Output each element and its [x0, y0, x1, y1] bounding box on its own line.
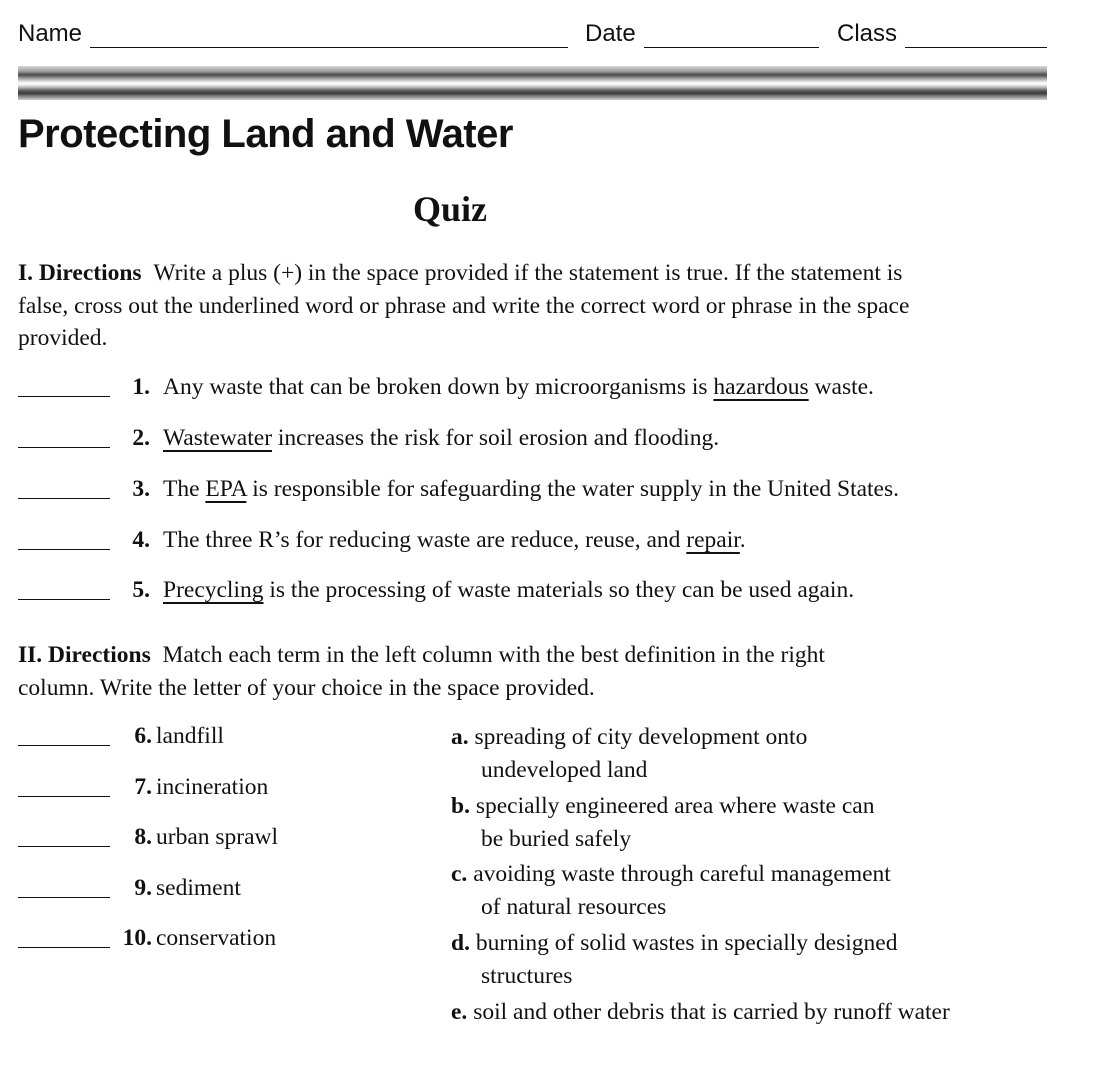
section2-directions [18, 639, 898, 704]
term-number: 8. [134, 824, 152, 850]
definition-line [451, 721, 1071, 754]
underlined-term: Wastewater [163, 425, 273, 451]
statement-text: is the processing of waste materials so they can be used again. [263, 577, 855, 603]
statement-text: The [163, 476, 206, 502]
page-title: Protecting Land and Water [18, 112, 513, 156]
definition-continuation: undeveloped land [481, 756, 648, 783]
term-number: 7. [134, 774, 152, 800]
question-statement [163, 527, 746, 554]
section2-heading: II. Directions [18, 642, 151, 668]
definition-item [451, 790, 1071, 855]
answer-blank[interactable] [18, 846, 110, 847]
term-number: 10. [122, 925, 152, 951]
definition-line [451, 927, 1071, 960]
question-item [18, 374, 1068, 408]
answer-blank[interactable] [18, 396, 110, 397]
underlined-term: EPA [205, 476, 247, 502]
date-field[interactable] [585, 20, 819, 48]
question-number: 2. [132, 425, 150, 451]
definition-text: avoiding waste through careful management [473, 861, 891, 887]
definition-line [451, 790, 1071, 823]
definition-letter: a. [451, 724, 469, 750]
question-number: 4. [132, 527, 150, 553]
question-item [18, 577, 1068, 611]
term-text: landfill [156, 723, 224, 749]
underlined-term: hazardous [713, 374, 809, 400]
definition-letter: c. [451, 861, 468, 887]
definition-letter: e. [451, 999, 468, 1025]
statement-text: is responsible for safeguarding the water supply in the United States. [246, 476, 900, 502]
definition-item [451, 721, 1071, 786]
answer-blank[interactable] [18, 745, 110, 746]
question-item [18, 527, 1068, 561]
matching-term-item [18, 925, 438, 959]
definition-text: spreading of city development onto [474, 724, 808, 750]
answer-blank[interactable] [18, 796, 110, 797]
underlined-term: repair [686, 527, 740, 553]
section1-text: Write a plus (+) in the space provided if the statement is true. If the statement is false, cross out the underlined word or phrase and write the correct word or phrase in the space provided. [18, 260, 910, 351]
definition-letter: b. [451, 793, 470, 819]
question-statement [163, 577, 854, 604]
term-text: sediment [156, 875, 241, 901]
class-blank-line[interactable] [905, 23, 1047, 48]
definition-text: burning of solid wastes in specially designed [475, 930, 898, 956]
matching-term-item [18, 875, 438, 909]
answer-blank[interactable] [18, 947, 110, 948]
answer-blank[interactable] [18, 599, 110, 600]
decorative-band [18, 66, 1047, 100]
term-text: urban sprawl [156, 824, 279, 850]
term-number: 9. [134, 875, 152, 901]
question-number: 1. [132, 374, 150, 400]
statement-text: The three R’s for reducing waste are reduce, reuse, and [163, 527, 687, 553]
term-text: conservation [156, 925, 277, 951]
answer-blank[interactable] [18, 549, 110, 550]
statement-text: Any waste that can be broken down by microorganisms is [163, 374, 714, 400]
question-statement [163, 374, 874, 401]
definition-letter: d. [451, 930, 470, 956]
statement-text: increases the risk for soil erosion and flooding. [272, 425, 720, 451]
definition-continuation: of natural resources [481, 893, 667, 920]
matching-term-item [18, 774, 438, 808]
class-field[interactable] [837, 20, 1047, 48]
statement-text: waste. [808, 374, 874, 400]
date-blank-line[interactable] [644, 23, 819, 48]
name-field[interactable] [18, 20, 568, 48]
student-info-header [18, 20, 1048, 54]
matching-term-item [18, 723, 438, 757]
quiz-title: Quiz [412, 189, 487, 229]
question-statement [163, 476, 899, 503]
statement-text: . [739, 527, 746, 553]
definition-text: specially engineered area where waste can [475, 793, 875, 819]
answer-blank[interactable] [18, 498, 110, 499]
section1-heading: I. Directions [18, 260, 142, 286]
question-item [18, 476, 1068, 510]
definition-line [451, 996, 1071, 1029]
definition-item [451, 996, 1071, 1029]
definition-continuation: structures [481, 962, 573, 989]
definition-item [451, 858, 1071, 923]
section2-text: Match each term in the left column with the best definition in the right column. Write the letter of your choice in the space provided. [18, 642, 825, 701]
question-number: 5. [132, 577, 150, 603]
matching-term-item [18, 824, 438, 858]
name-blank-line[interactable] [90, 23, 568, 48]
definition-continuation: be buried safely [481, 825, 632, 852]
term-number: 6. [134, 723, 152, 749]
definition-line [451, 858, 1071, 891]
question-item [18, 425, 1068, 459]
term-text: incineration [156, 774, 269, 800]
definition-item [451, 927, 1071, 992]
underlined-term: Precycling [163, 577, 264, 603]
date-label: Date [585, 20, 636, 47]
answer-blank[interactable] [18, 447, 110, 448]
section1-directions [18, 257, 918, 355]
name-label: Name [18, 20, 83, 47]
class-label: Class [837, 20, 898, 47]
definition-text: soil and other debris that is carried by runoff water [473, 999, 950, 1025]
question-number: 3. [132, 476, 150, 502]
answer-blank[interactable] [18, 897, 110, 898]
question-statement [163, 425, 719, 452]
